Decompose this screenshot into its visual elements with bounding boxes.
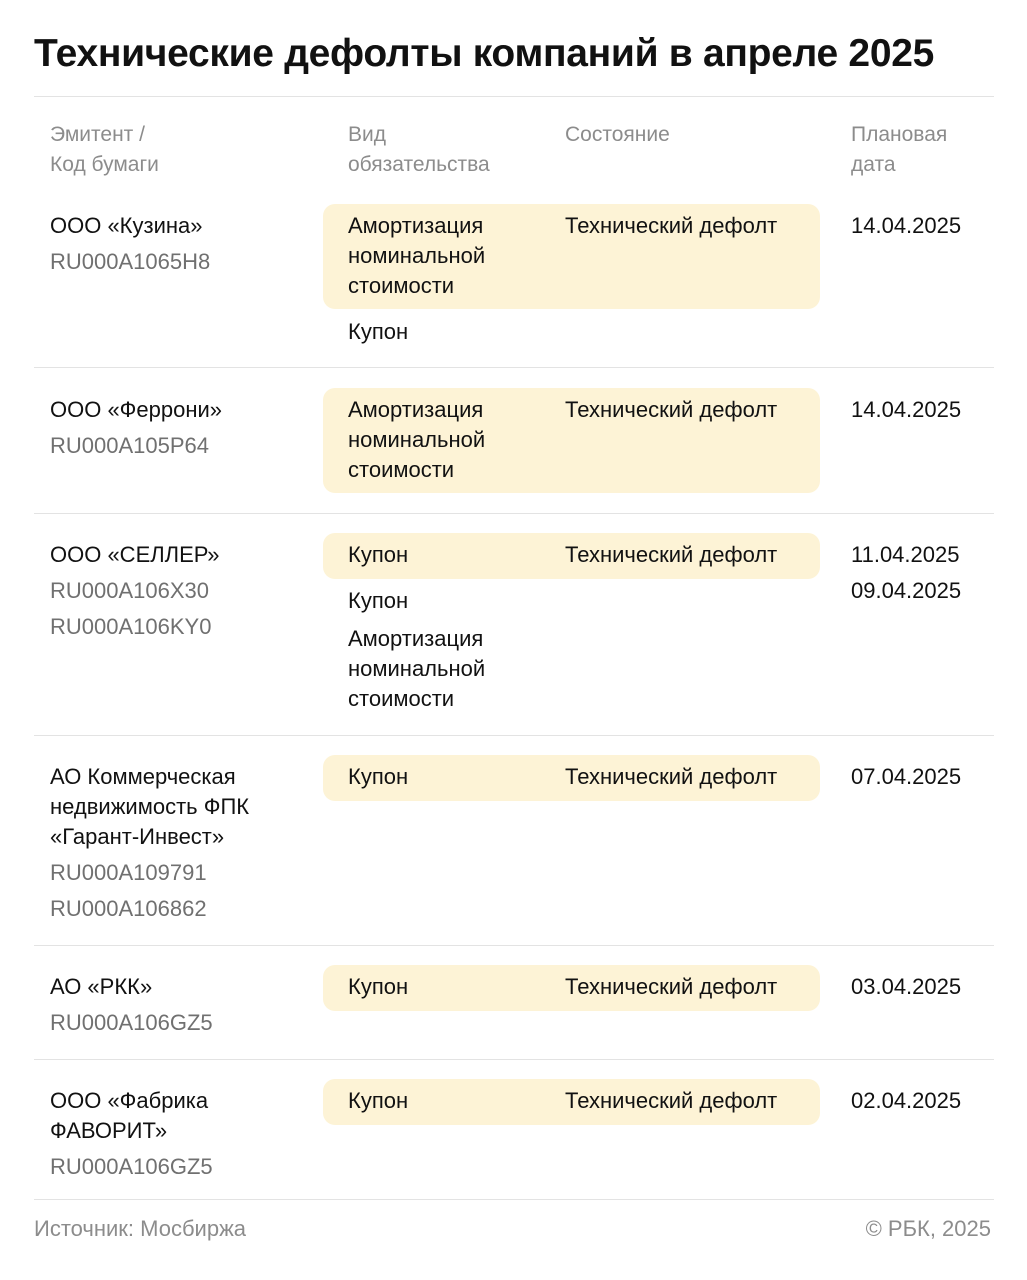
status-cell: Технический дефолт bbox=[565, 1088, 778, 1113]
planned-date: 09.04.2025 bbox=[851, 578, 962, 603]
date-cell bbox=[851, 972, 1001, 1002]
date-cell bbox=[851, 540, 1001, 606]
obligation-item: Купон bbox=[348, 1088, 409, 1113]
header-type bbox=[348, 120, 490, 180]
header-type-line1: Вид bbox=[348, 123, 386, 146]
obligation-item: Купон bbox=[348, 764, 409, 789]
planned-date: 14.04.2025 bbox=[851, 213, 962, 238]
obligation-item: Купон bbox=[348, 542, 409, 567]
obligation-item: Купон bbox=[348, 319, 409, 344]
page-title: Технические дефолты компаний в апреле 2025 bbox=[34, 32, 934, 75]
obligation-cell bbox=[348, 540, 558, 714]
issuer-name: ООО «Фабрика ФАВОРИТ» bbox=[50, 1088, 209, 1143]
planned-date: 11.04.2025 bbox=[851, 542, 960, 567]
issuer-cell bbox=[50, 211, 315, 277]
bond-code: RU000A106GZ5 bbox=[50, 1154, 213, 1179]
divider bbox=[34, 735, 994, 736]
planned-date: 03.04.2025 bbox=[851, 974, 962, 999]
bond-code: RU000A106X30 bbox=[50, 578, 210, 603]
header-date bbox=[851, 120, 947, 180]
planned-date: 07.04.2025 bbox=[851, 764, 962, 789]
obligation-item: Купон bbox=[348, 974, 409, 999]
divider bbox=[34, 96, 994, 97]
issuer-name: ООО «СЕЛЛЕР» bbox=[50, 542, 220, 567]
divider bbox=[34, 945, 994, 946]
status-cell: Технический дефолт bbox=[565, 542, 778, 567]
obligation-cell bbox=[348, 1086, 558, 1116]
status-cell: Технический дефолт bbox=[565, 397, 778, 422]
bond-code: RU000A1065H8 bbox=[50, 249, 211, 274]
issuer-cell bbox=[50, 972, 315, 1038]
date-cell bbox=[851, 762, 1001, 792]
copyright: © РБК, 2025 bbox=[865, 1216, 991, 1241]
divider bbox=[34, 1199, 994, 1200]
issuer-cell bbox=[50, 395, 315, 461]
issuer-cell bbox=[50, 540, 315, 642]
date-cell bbox=[851, 211, 1001, 241]
bond-code: RU000A106KY0 bbox=[50, 614, 212, 639]
date-cell bbox=[851, 1086, 1001, 1116]
bond-code: RU000A106862 bbox=[50, 896, 207, 921]
status-cell: Технический дефолт bbox=[565, 974, 778, 999]
issuer-cell bbox=[50, 1086, 315, 1182]
obligation-cell bbox=[348, 395, 558, 485]
header-status-label: Состояние bbox=[565, 123, 670, 146]
divider bbox=[34, 367, 994, 368]
obligation-cell bbox=[348, 211, 558, 347]
issuer-name: АО «РКК» bbox=[50, 974, 153, 999]
bond-code: RU000A105P64 bbox=[50, 433, 210, 458]
issuer-name: АО Коммерческая недвижимость ФПК «Гарант-Инвест» bbox=[50, 764, 250, 849]
obligation-cell bbox=[348, 972, 558, 1002]
divider bbox=[34, 513, 994, 514]
header-issuer bbox=[50, 120, 159, 180]
header-issuer-line1: Эмитент / bbox=[50, 123, 145, 146]
source-note: Источник: Мосбиржа bbox=[34, 1216, 247, 1241]
obligation-item: Амортизация номинальной стоимости bbox=[348, 626, 486, 711]
header-date-line2: дата bbox=[851, 153, 896, 176]
bond-code: RU000A109791 bbox=[50, 860, 207, 885]
planned-date: 14.04.2025 bbox=[851, 397, 962, 422]
issuer-cell bbox=[50, 762, 315, 924]
header-issuer-line2: Код бумаги bbox=[50, 153, 159, 176]
bond-code: RU000A106GZ5 bbox=[50, 1010, 213, 1035]
header-type-line2: обязательства bbox=[348, 153, 490, 176]
status-cell: Технический дефолт bbox=[565, 213, 778, 238]
planned-date: 02.04.2025 bbox=[851, 1088, 962, 1113]
status-cell: Технический дефолт bbox=[565, 764, 778, 789]
obligation-item: Купон bbox=[348, 588, 409, 613]
issuer-name: ООО «Феррони» bbox=[50, 397, 223, 422]
obligation-item: Амортизация номинальной стоимости bbox=[348, 213, 486, 298]
obligation-cell bbox=[348, 762, 558, 792]
header-date-line1: Плановая bbox=[851, 123, 948, 146]
obligation-item: Амортизация номинальной стоимости bbox=[348, 397, 486, 482]
header-status bbox=[565, 120, 670, 150]
date-cell bbox=[851, 395, 1001, 425]
issuer-name: ООО «Кузина» bbox=[50, 213, 203, 238]
divider bbox=[34, 1059, 994, 1060]
